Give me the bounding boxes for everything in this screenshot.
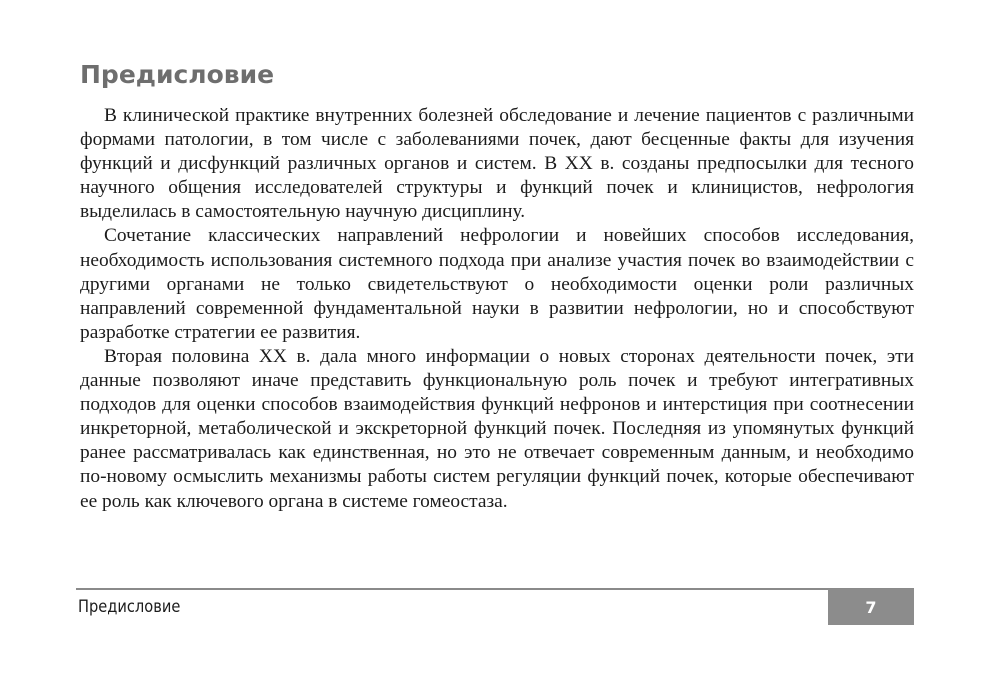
page-title: Предисловие [80, 60, 275, 89]
paragraph-3: Вторая половина XX в. дала много информации о новых сторонах деятельности почек, эти данные позволяют иначе представить функциональную роль почек и требуют интегративных подходов для оценки способов взаимодействия функций нефронов и интерстиция при соотнесении инкреторной, метаболической и экскреторной функций почек. Последняя из упомянутых функций ранее рассматривалась как единственная, но это не отвечает современным данным, и необходимо по-новому осмыслить механизмы работы систем регуляции функций почек, которые обеспечивают ее роль как ключевого органа в системе гомеостаза. [80, 345, 914, 512]
paragraph-1: В клинической практике внутренних болезней обследование и лечение пациентов с различными формами патологии, в том числе с заболеваниями почек, дают бесценные факты для изучения функций и дисфункций различных органов и систем. В XX в. созданы предпосылки для тесного научного общения исследователей структуры и функций почек и клиницистов, нефрология выделилась в самостоятельную научную дисциплину. [80, 105, 914, 223]
paragraph-2: Сочетание классических направлений нефрологии и новейших способов исследования, необходимость использования системного подхода при анализе участия почек во взаимодействии с другими органами не только свидетельствуют о необходимости оценки роли различных направлений современной фундаментальной науки в развитии нефрологии, но и способствуют разработке стратегии ее развития. [80, 225, 914, 343]
body-text [80, 104, 914, 514]
running-footer-title: Предисловие [78, 597, 181, 617]
page-number-box [828, 589, 914, 625]
footer-rule [76, 588, 914, 590]
page-number: 7 [865, 597, 877, 617]
